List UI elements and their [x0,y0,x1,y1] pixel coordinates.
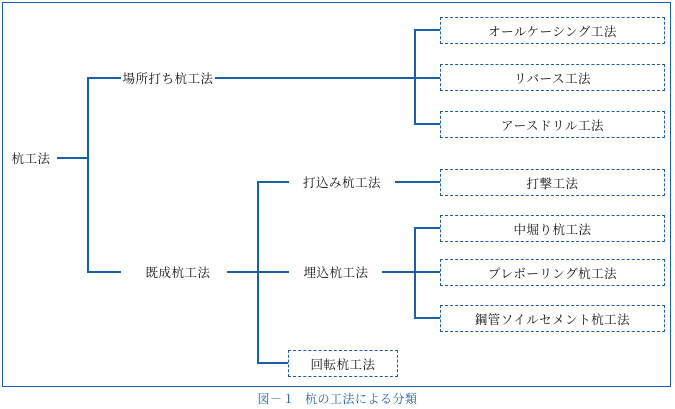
figure-caption [0,390,675,407]
figure-caption-text: 杭の工法による分類 [305,392,418,406]
figure-caption-label: 図－１ [257,392,295,406]
leaf-impact-driving: 打撃工法 [440,169,665,196]
leaf-steel-pipe-soil-cement: 鋼管ソイルセメント杭工法 [440,305,665,332]
node-driven: 打込み杭工法 [302,176,381,190]
node-rotary: 回転杭工法 [288,350,398,377]
node-embedded: 埋込杭工法 [303,266,369,280]
node-cast-in-place: 場所打ち杭工法 [122,72,214,86]
leaf-preboring: プレボーリング杭工法 [440,259,665,286]
leaf-inner-excavation: 中堀り杭工法 [440,215,665,242]
leaf-reverse: リバース工法 [440,64,665,91]
leaf-earth-drill: アースドリル工法 [440,111,665,138]
node-precast: 既成杭工法 [145,266,211,280]
leaf-all-casing: オールケーシング工法 [440,17,665,44]
node-root: 杭工法 [11,152,51,166]
